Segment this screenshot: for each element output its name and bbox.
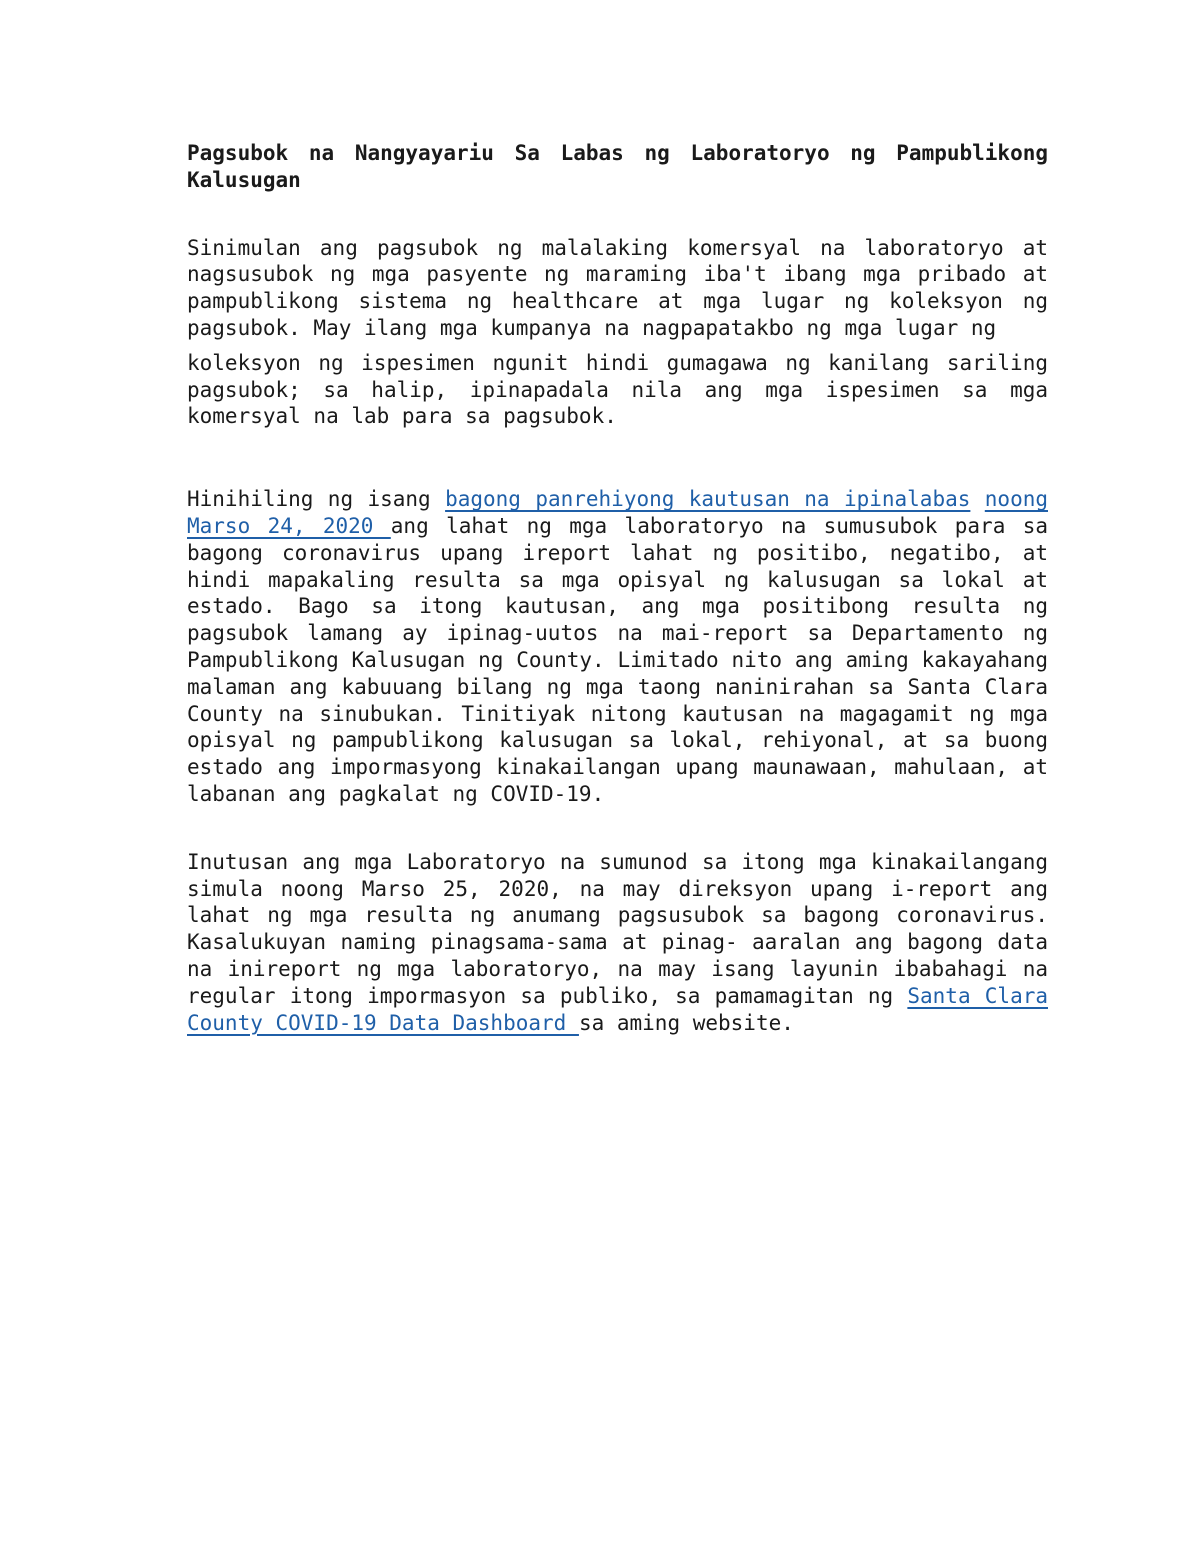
- paragraph-text-start: Hinihiling ng isang: [187, 487, 446, 512]
- paragraph-regional-order: [187, 486, 1048, 808]
- regional-order-link[interactable]: bagong panrehiyong kautusan na ipinalabas: [445, 487, 971, 512]
- covid-data-dashboard-link[interactable]: Santa Clara County COVID-19 Data Dashboard: [187, 983, 1048, 1035]
- paragraph-specimen-collection: koleksyon ng ispesimen ngunit hindi gumagawa ng kanilang sariling pagsubok; sa halip, ipinapadala nila ang mga ispesimen sa mga komersyal na lab para sa pagsubok.: [187, 350, 1048, 429]
- paragraph-laboratory-requirements: [187, 849, 1048, 1037]
- march-24-2020-link[interactable]: noong Marso 24, 2020: [187, 487, 1048, 538]
- link-separator: [970, 487, 984, 511]
- paragraph-text: Inutusan ang mga Laboratoryo na sumunod sa itong mga kinakailangang simula noong Marso 25, 2020, na may direksyon upang i-report ang lahat ng mga resulta ng anumang pagsusubok sa bagong coronavirus. Kasalukuyan naming pinagsama-sama at pinag- aaralan ang bagong data na inireport ng mga laboratoryo, na may isang layunin ibabahagi na regular itong impormasyon sa publiko, sa pamamagitan ng: [187, 849, 1048, 1008]
- paragraph-text-rest: ang lahat ng mga laboratoryo na sumusubok para sa bagong coronavirus upang ireport lahat ng positibo, negatibo, at hindi mapakaling resulta sa mga opisyal ng kalusugan sa lokal at estado. Bago sa itong kautusan, ang mga positibong resulta ng pagsubok lamang ay ipinag-uutos na mai-report sa Departamento ng Pampublikong Kalusugan ng County. Limitado nito ang aming kakayahang malaman ang kabuuang bilang ng mga taong naninirahan sa Santa Clara County na sinubukan. Tinitiyak nitong kautusan na magagamit ng mga opisyal ng pampublikong kalusugan sa lokal, rehiyonal, at sa buong estado ang impormasyong kinakailangan upang maunawaan, mahulaan, at labanan ang pagkalat ng COVID-19.: [187, 513, 1048, 806]
- paragraph-commercial-labs: Sinimulan ang pagsubok ng malalaking komersyal na laboratoryo at nagsusubok ng mga pasyente ng maraming iba't ibang mga pribado at pampublikong sistema ng healthcare at mga lugar ng koleksyon ng pagsubok. May ilang mga kumpanya na nagpapatakbo ng mga lugar ng: [187, 235, 1048, 340]
- document-title: Pagsubok na Nangyayariu Sa Labas ng Laboratoryo ng Pampublikong Kalusugan: [187, 141, 1048, 192]
- document-page: [187, 140, 1048, 1036]
- paragraph-text-end: sa aming website.: [578, 1010, 794, 1035]
